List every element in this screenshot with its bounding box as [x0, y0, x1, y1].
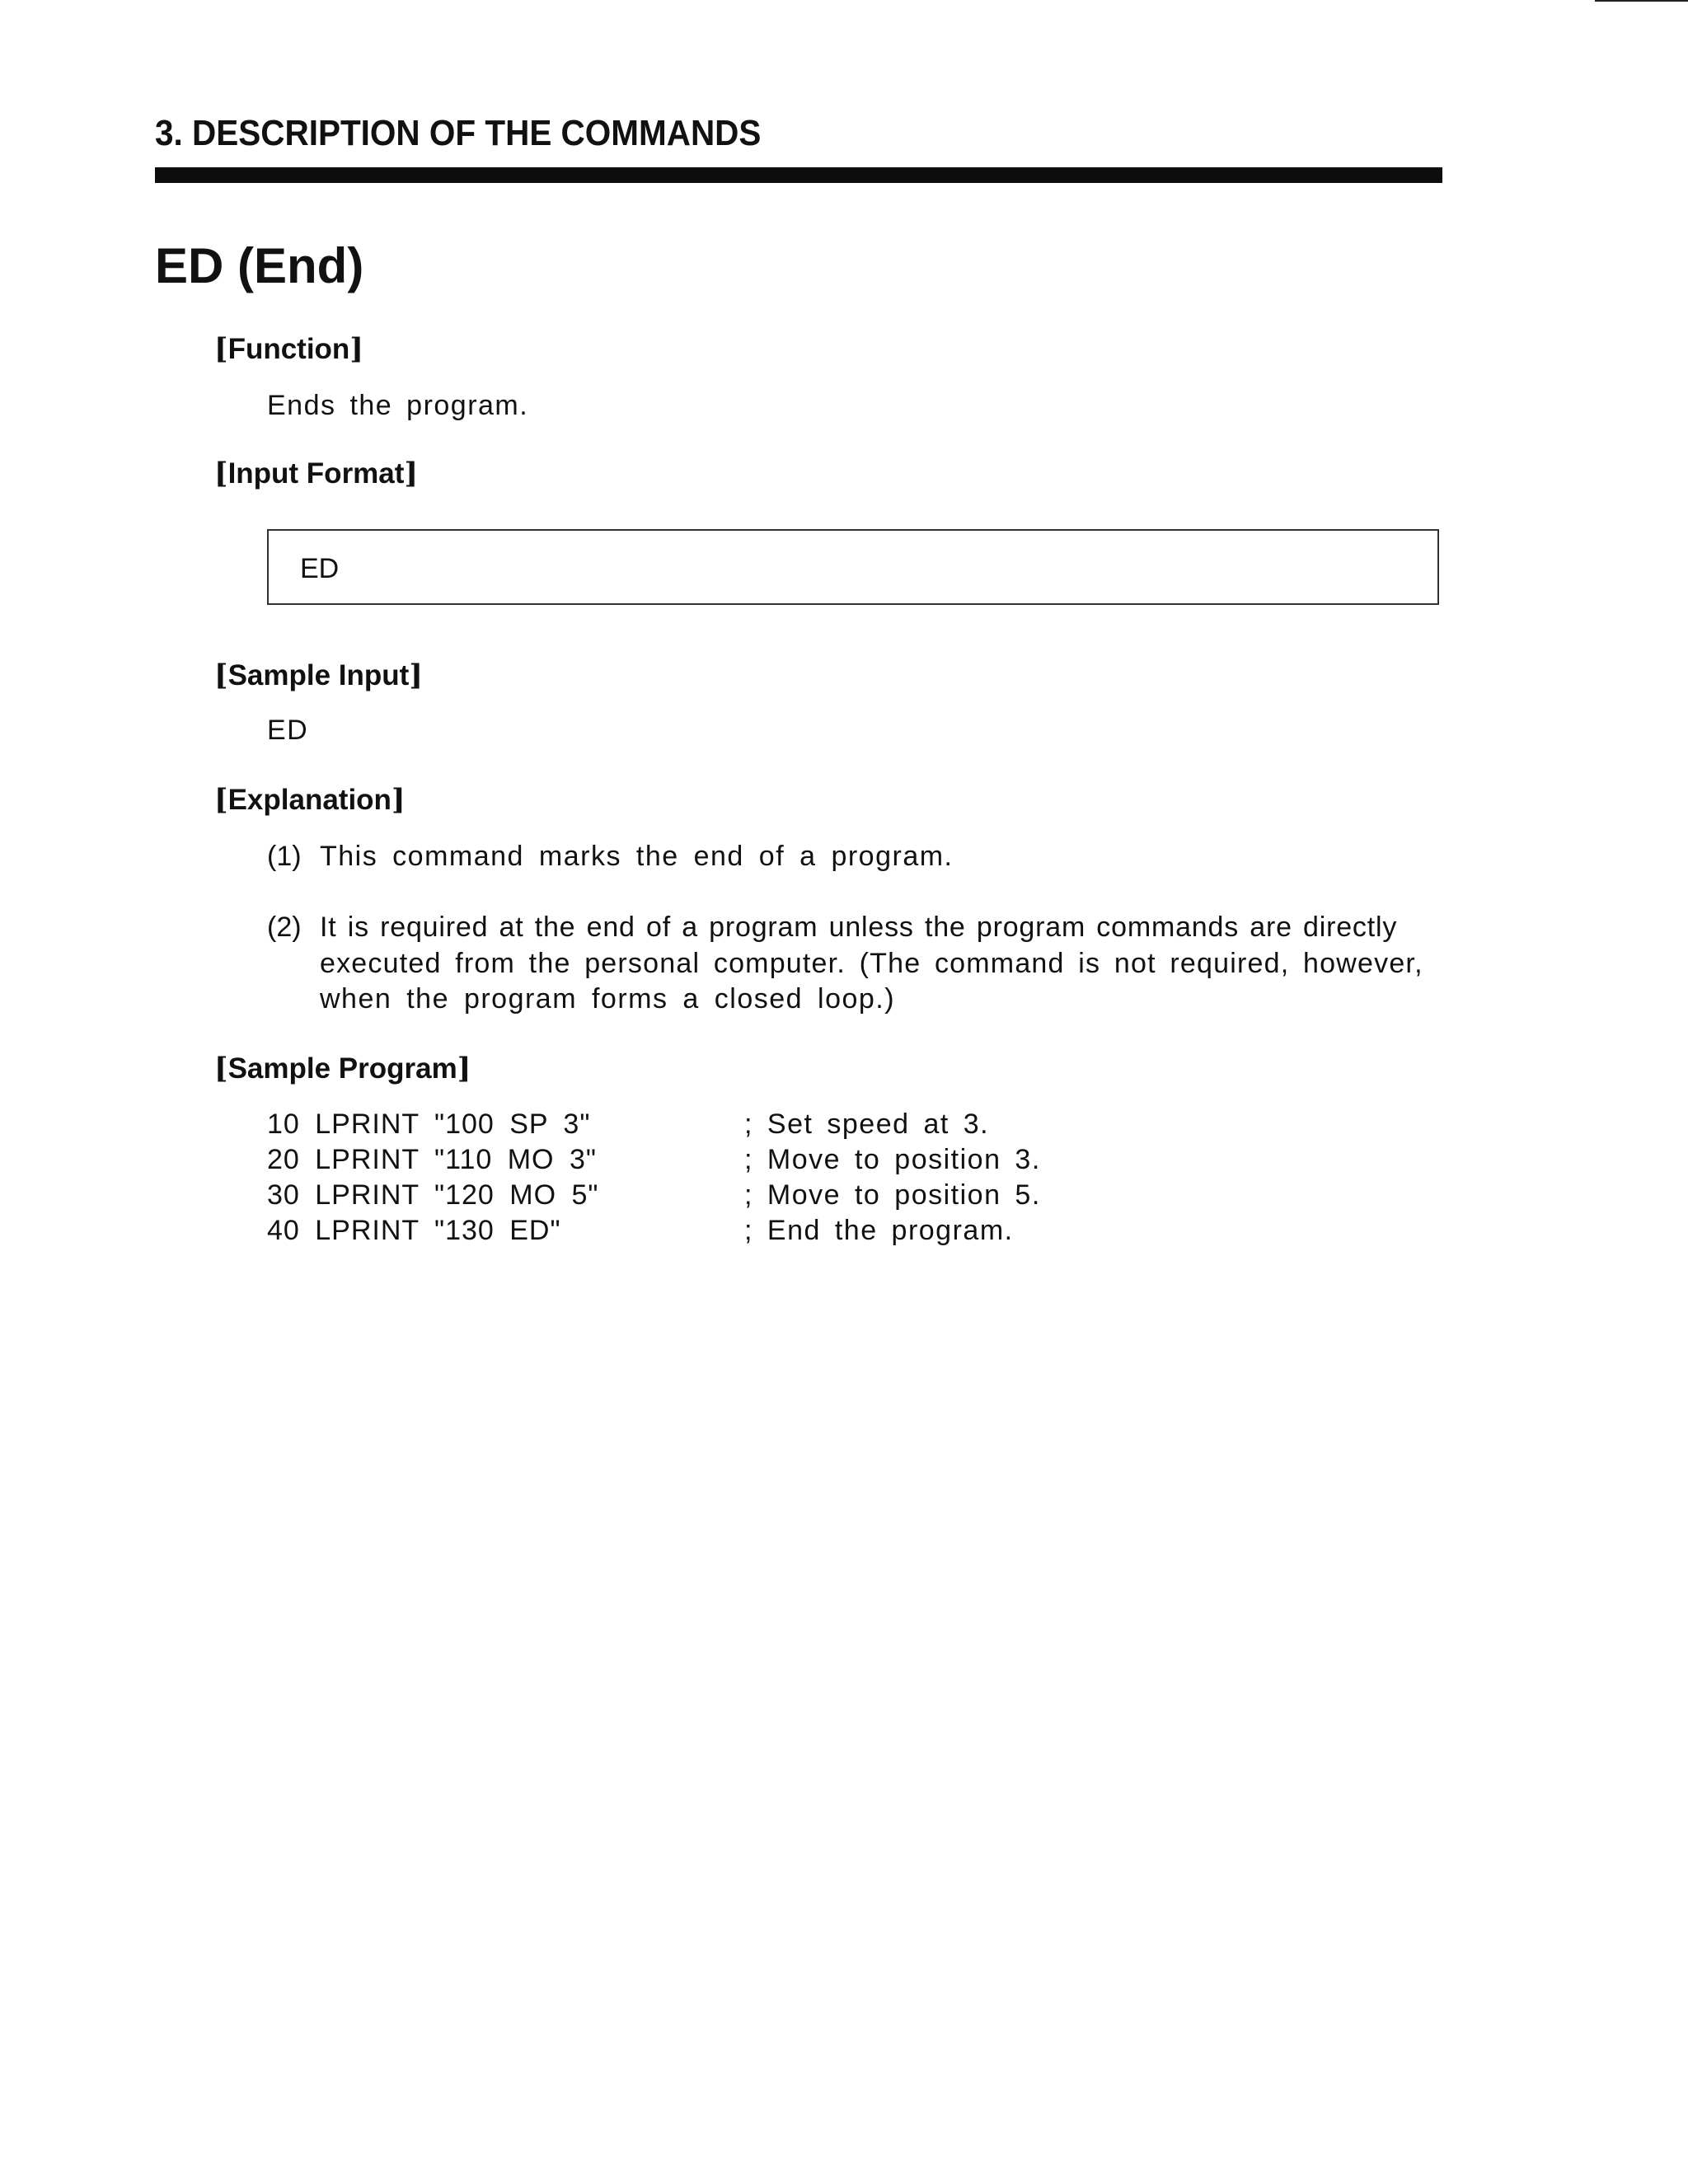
program-comment: ; Move to position 5. [744, 1179, 1041, 1211]
function-text: Ends the program. [267, 390, 529, 421]
explanation-item-line: when the program forms a closed loop.) [320, 983, 896, 1015]
input-format-heading-label: Input Format [227, 457, 405, 490]
program-comment: ; Set speed at 3. [744, 1108, 990, 1140]
section-header: 3. DESCRIPTION OF THE COMMANDS [155, 113, 762, 153]
close-bracket: ] [391, 783, 406, 817]
open-bracket: [ [214, 332, 228, 366]
close-bracket: ] [349, 332, 363, 366]
explanation-heading-label: Explanation [227, 784, 392, 816]
corner-rule [1595, 0, 1688, 2]
close-bracket: ] [404, 457, 418, 490]
explanation-item-number: (2) [267, 912, 302, 943]
program-comment: ; Move to position 3. [744, 1144, 1041, 1175]
command-title: ED (End) [155, 238, 364, 293]
open-bracket: [ [214, 1052, 228, 1085]
explanation-heading [214, 783, 406, 817]
sample-program-heading-label: Sample Program [227, 1052, 457, 1085]
open-bracket: [ [214, 457, 228, 490]
input-format-heading [214, 459, 418, 488]
sample-input-text: ED [267, 715, 309, 746]
sample-input-heading [214, 658, 423, 692]
section-rule [155, 167, 1442, 183]
explanation-item-number: (1) [267, 841, 302, 872]
sample-program-heading [214, 1054, 471, 1083]
program-comment: ; End the program. [744, 1215, 1014, 1246]
open-bracket: [ [214, 783, 228, 817]
program-code-line: 20 LPRINT "110 MO 3" [267, 1144, 597, 1175]
program-code-line: 30 LPRINT "120 MO 5" [267, 1179, 599, 1211]
sample-input-heading-label: Sample Input [227, 659, 410, 691]
close-bracket: ] [409, 658, 423, 692]
explanation-item-line: This command marks the end of a program. [320, 841, 954, 872]
input-format-box [267, 529, 1439, 605]
explanation-item-line: executed from the personal computer. (The command is not required, however, [320, 948, 1423, 979]
program-code-line: 10 LPRINT "100 SP 3" [267, 1108, 591, 1140]
explanation-item-line: It is required at the end of a program unless the program commands are directly [320, 912, 1398, 943]
program-code-line: 40 LPRINT "130 ED" [267, 1215, 561, 1246]
function-heading-label: Function [227, 333, 350, 365]
function-heading [214, 332, 363, 366]
open-bracket: [ [214, 658, 228, 692]
input-format-code: ED [300, 553, 340, 584]
close-bracket: ] [457, 1052, 471, 1085]
